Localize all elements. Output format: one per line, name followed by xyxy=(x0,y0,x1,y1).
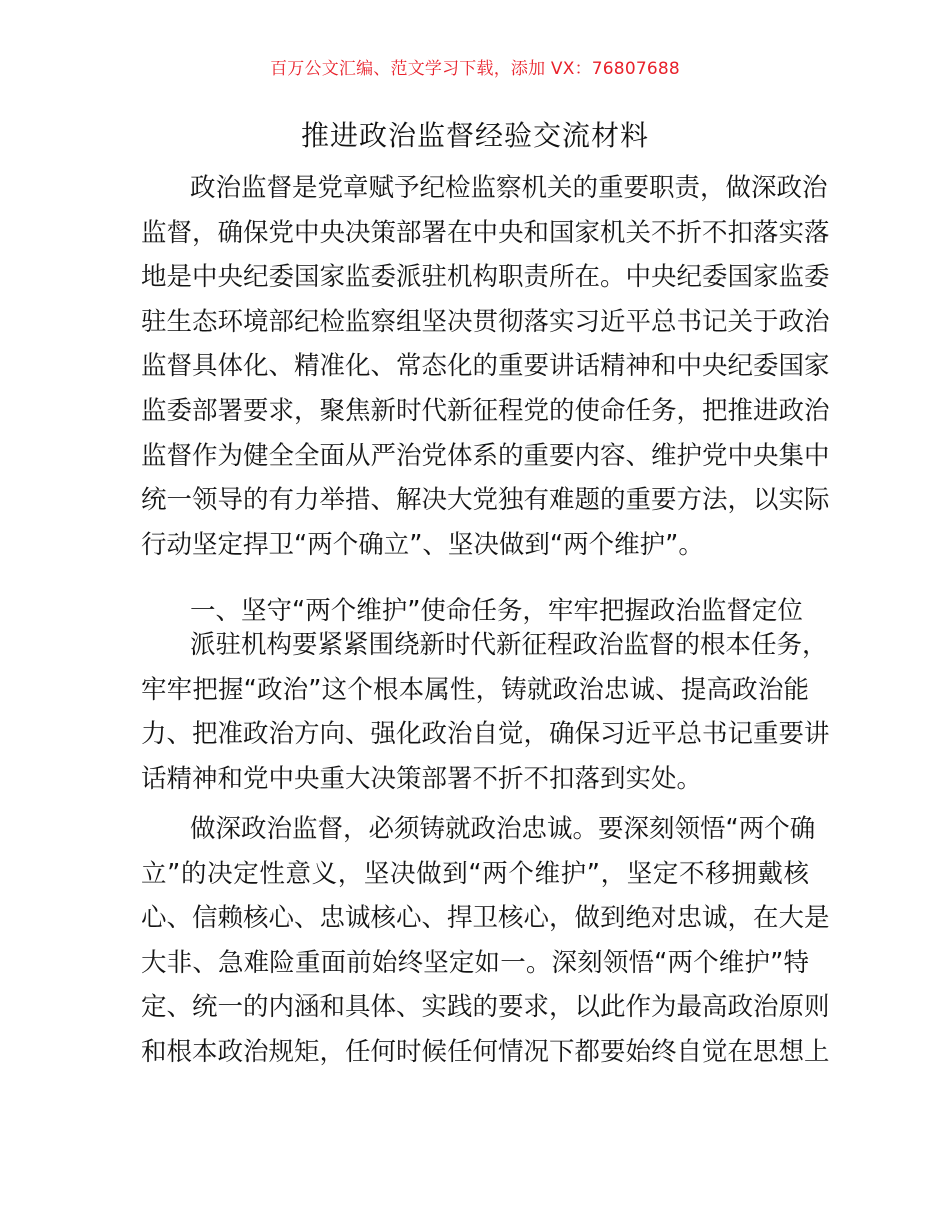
text-line: 统一领导的有力举措、解决大党独有难题的重要方法，以实际 xyxy=(141,485,830,516)
text-line: 行动坚定捍卫“两个确立”、坚决做到“两个维护”。 xyxy=(141,529,704,560)
text-line: 监督具体化、精准化、常态化的重要讲话精神和中央纪委国家 xyxy=(141,351,830,382)
document-title: 推进政治监督经验交流材料 xyxy=(300,119,649,152)
text-line: 驻生态环境部纪检监察组坚决贯彻落实习近平总书记关于政治 xyxy=(141,306,830,337)
text-line: 监委部署要求，聚焦新时代新征程党的使命任务，把推进政治 xyxy=(141,395,830,426)
text-line: 监督，确保党中央决策部署在中央和国家机关不折不扣落实落 xyxy=(141,217,830,248)
text-line: 牢牢把握“政治”这个根本属性，铸就政治忠诚、提高政治能 xyxy=(141,674,809,705)
text-line: 话精神和党中央重大决策部署不折不扣落到实处。 xyxy=(141,763,703,794)
paragraph-body xyxy=(141,623,830,801)
paragraph-intro xyxy=(141,166,830,567)
text-line: 监督作为健全全面从严治党体系的重要内容、维护党中央集中 xyxy=(141,440,830,471)
text-line: 地是中央纪委国家监委派驻机构职责所在。中央纪委国家监委 xyxy=(141,262,830,293)
paragraph-body xyxy=(141,807,830,1075)
text-line: 派驻机构要紧紧围绕新时代新征程政治监督的根本任务， xyxy=(190,630,828,660)
section-heading-text: 一、坚守“两个维护”使命任务，牢牢把握政治监督定位 xyxy=(190,596,803,626)
text-line: 政治监督是党章赋予纪检监察机关的重要职责，做深政治 xyxy=(190,173,828,203)
text-line: 力、把准政治方向、强化政治自觉，确保习近平总书记重要讲 xyxy=(141,719,830,750)
text-line: 大非、急难险重面前始终坚定如一。深刻领悟“两个维护”特 xyxy=(141,947,809,978)
text-line: 做深政治监督，必须铸就政治忠诚。要深刻领悟“两个确 xyxy=(190,814,816,844)
text-line: 立”的决定性意义，坚决做到“两个维护”，坚定不移拥戴核 xyxy=(141,858,809,889)
text-line: 心、信赖核心、忠诚核心、捍卫核心，做到绝对忠诚，在大是 xyxy=(141,903,830,934)
text-line: 和根本政治规矩，任何时候任何情况下都要始终自觉在思想上 xyxy=(141,1036,830,1067)
watermark-header: 百万公文汇编、范文学习下载，添加 VX：76807688 xyxy=(270,59,680,79)
text-line: 定、统一的内涵和具体、实践的要求，以此作为最高政治原则 xyxy=(141,992,830,1023)
